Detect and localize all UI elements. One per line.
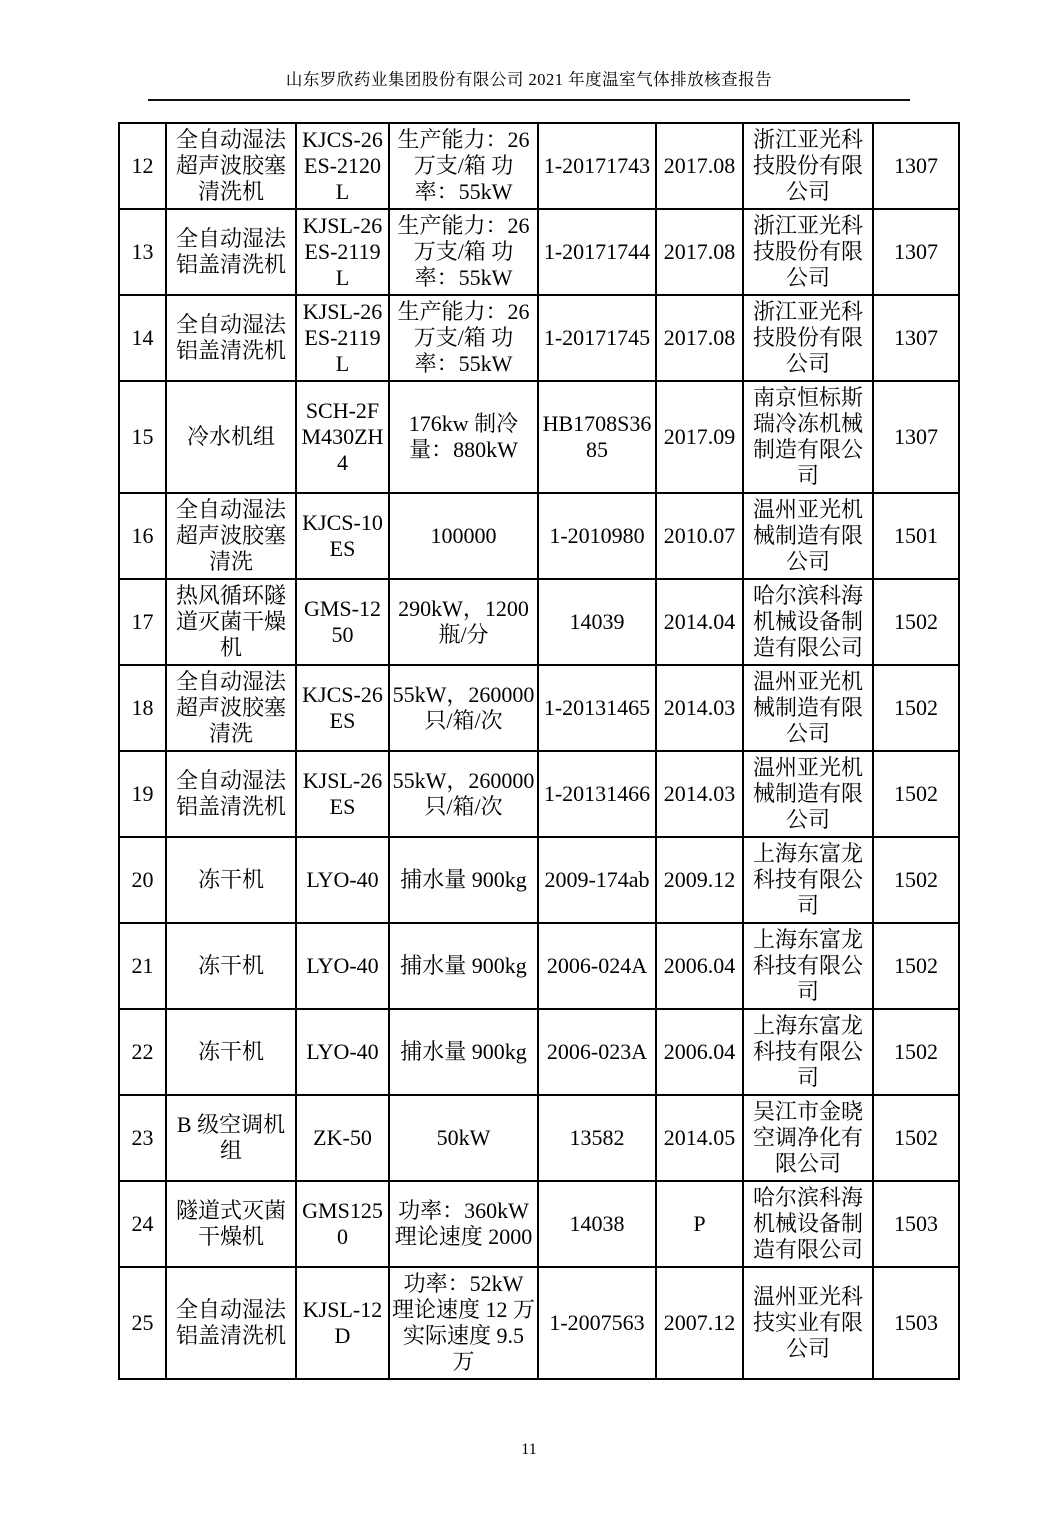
cell-serial: 13582 [538, 1095, 656, 1181]
cell-serial: 1-20171745 [538, 295, 656, 381]
cell-code: 1502 [873, 751, 959, 837]
cell-spec: 功率：52kW 理论速度 12 万 实际速度 9.5 万 [389, 1267, 538, 1379]
cell-spec: 55kW，260000 只/箱/次 [389, 665, 538, 751]
cell-date: 2010.07 [656, 493, 743, 579]
page-title: 山东罗欣药业集团股份有限公司 2021 年度温室气体排放核查报告 [148, 66, 910, 101]
cell-code: 1502 [873, 837, 959, 923]
cell-spec: 50kW [389, 1095, 538, 1181]
cell-name: 全自动湿法铝盖清洗机 [166, 295, 296, 381]
cell-serial: 1-20131465 [538, 665, 656, 751]
cell-date: P [656, 1181, 743, 1267]
cell-manufacturer: 吴江市金晓空调净化有限公司 [743, 1095, 873, 1181]
cell-model: KJCS-26ES-2120L [296, 123, 389, 209]
table-row [119, 493, 959, 579]
cell-model: GMS1250 [296, 1181, 389, 1267]
cell-model: LYO-40 [296, 923, 389, 1009]
cell-serial: 1-2010980 [538, 493, 656, 579]
cell-name: 全自动湿法超声波胶塞清洗机 [166, 123, 296, 209]
cell-no: 22 [119, 1009, 166, 1095]
table-row [119, 665, 959, 751]
cell-manufacturer: 温州亚光机械制造有限公司 [743, 493, 873, 579]
cell-name: B 级空调机组 [166, 1095, 296, 1181]
cell-date: 2017.08 [656, 209, 743, 295]
cell-name: 热风循环隧道灭菌干燥机 [166, 579, 296, 665]
cell-manufacturer: 温州亚光科技实业有限公司 [743, 1267, 873, 1379]
cell-code: 1502 [873, 1095, 959, 1181]
cell-code: 1502 [873, 665, 959, 751]
cell-serial: 2009-174ab [538, 837, 656, 923]
cell-date: 2017.09 [656, 381, 743, 493]
cell-date: 2009.12 [656, 837, 743, 923]
cell-model: KJCS-26ES [296, 665, 389, 751]
cell-date: 2017.08 [656, 295, 743, 381]
cell-code: 1502 [873, 579, 959, 665]
cell-manufacturer: 上海东富龙科技有限公司 [743, 1009, 873, 1095]
cell-no: 19 [119, 751, 166, 837]
cell-manufacturer: 哈尔滨科海机械设备制造有限公司 [743, 1181, 873, 1267]
cell-serial: HB1708S3685 [538, 381, 656, 493]
cell-name: 冻干机 [166, 837, 296, 923]
cell-code: 1307 [873, 381, 959, 493]
table-row [119, 123, 959, 209]
cell-code: 1502 [873, 1009, 959, 1095]
cell-no: 18 [119, 665, 166, 751]
cell-serial: 14039 [538, 579, 656, 665]
cell-manufacturer: 上海东富龙科技有限公司 [743, 837, 873, 923]
cell-no: 13 [119, 209, 166, 295]
table-row [119, 381, 959, 493]
page-number: 11 [521, 1441, 537, 1458]
cell-no: 17 [119, 579, 166, 665]
cell-serial: 1-20131466 [538, 751, 656, 837]
cell-name: 全自动湿法铝盖清洗机 [166, 751, 296, 837]
cell-model: KJCS-10ES [296, 493, 389, 579]
cell-spec: 生产能力：26 万支/箱 功率：55kW [389, 209, 538, 295]
equipment-table [118, 122, 960, 1380]
cell-serial: 1-2007563 [538, 1267, 656, 1379]
cell-name: 冻干机 [166, 923, 296, 1009]
cell-spec: 捕水量 900kg [389, 837, 538, 923]
cell-model: KJSL-12D [296, 1267, 389, 1379]
table-row [119, 837, 959, 923]
cell-date: 2014.03 [656, 751, 743, 837]
cell-spec: 55kW，260000 只/箱/次 [389, 751, 538, 837]
table-row [119, 1181, 959, 1267]
cell-model: KJSL-26ES-2119L [296, 209, 389, 295]
cell-manufacturer: 南京恒标斯瑞冷冻机械制造有限公司 [743, 381, 873, 493]
cell-model: KJSL-26ES-2119L [296, 295, 389, 381]
cell-spec: 生产能力：26 万支/箱 功率：55kW [389, 295, 538, 381]
cell-date: 2014.04 [656, 579, 743, 665]
cell-no: 23 [119, 1095, 166, 1181]
cell-model: LYO-40 [296, 837, 389, 923]
cell-serial: 2006-024A [538, 923, 656, 1009]
cell-name: 全自动湿法超声波胶塞清洗 [166, 493, 296, 579]
cell-name: 全自动湿法铝盖清洗机 [166, 209, 296, 295]
cell-spec: 捕水量 900kg [389, 1009, 538, 1095]
cell-manufacturer: 浙江亚光科技股份有限公司 [743, 209, 873, 295]
cell-no: 21 [119, 923, 166, 1009]
cell-code: 1501 [873, 493, 959, 579]
cell-spec: 功率：360kW 理论速度 2000 [389, 1181, 538, 1267]
cell-model: KJSL-26ES [296, 751, 389, 837]
cell-manufacturer: 温州亚光机械制造有限公司 [743, 751, 873, 837]
cell-serial: 1-20171744 [538, 209, 656, 295]
cell-date: 2014.03 [656, 665, 743, 751]
cell-manufacturer: 上海东富龙科技有限公司 [743, 923, 873, 1009]
cell-manufacturer: 温州亚光机械制造有限公司 [743, 665, 873, 751]
cell-date: 2007.12 [656, 1267, 743, 1379]
cell-model: GMS-1250 [296, 579, 389, 665]
table-row [119, 1267, 959, 1379]
table-row [119, 209, 959, 295]
cell-no: 25 [119, 1267, 166, 1379]
cell-code: 1307 [873, 209, 959, 295]
cell-model: SCH-2FM430ZH4 [296, 381, 389, 493]
cell-code: 1503 [873, 1267, 959, 1379]
cell-name: 隧道式灭菌干燥机 [166, 1181, 296, 1267]
cell-name: 全自动湿法铝盖清洗机 [166, 1267, 296, 1379]
cell-no: 14 [119, 295, 166, 381]
cell-spec: 100000 [389, 493, 538, 579]
cell-spec: 290kW，1200 瓶/分 [389, 579, 538, 665]
table-row [119, 1095, 959, 1181]
cell-code: 1503 [873, 1181, 959, 1267]
cell-code: 1307 [873, 123, 959, 209]
table-row [119, 923, 959, 1009]
cell-serial: 14038 [538, 1181, 656, 1267]
cell-serial: 2006-023A [538, 1009, 656, 1095]
table-row [119, 751, 959, 837]
cell-spec: 176kw 制冷量：880kW [389, 381, 538, 493]
cell-no: 12 [119, 123, 166, 209]
cell-manufacturer: 哈尔滨科海机械设备制造有限公司 [743, 579, 873, 665]
table-row [119, 1009, 959, 1095]
cell-manufacturer: 浙江亚光科技股份有限公司 [743, 295, 873, 381]
cell-manufacturer: 浙江亚光科技股份有限公司 [743, 123, 873, 209]
cell-date: 2017.08 [656, 123, 743, 209]
cell-no: 15 [119, 381, 166, 493]
cell-spec: 捕水量 900kg [389, 923, 538, 1009]
cell-code: 1307 [873, 295, 959, 381]
cell-no: 24 [119, 1181, 166, 1267]
cell-no: 16 [119, 493, 166, 579]
cell-no: 20 [119, 837, 166, 923]
cell-name: 全自动湿法超声波胶塞清洗 [166, 665, 296, 751]
cell-model: LYO-40 [296, 1009, 389, 1095]
cell-serial: 1-20171743 [538, 123, 656, 209]
cell-date: 2006.04 [656, 923, 743, 1009]
cell-spec: 生产能力：26 万支/箱 功率：55kW [389, 123, 538, 209]
cell-name: 冷水机组 [166, 381, 296, 493]
table-row [119, 579, 959, 665]
equipment-table-body [119, 123, 959, 1379]
table-row [119, 295, 959, 381]
cell-date: 2014.05 [656, 1095, 743, 1181]
cell-date: 2006.04 [656, 1009, 743, 1095]
cell-name: 冻干机 [166, 1009, 296, 1095]
cell-model: ZK-50 [296, 1095, 389, 1181]
cell-code: 1502 [873, 923, 959, 1009]
